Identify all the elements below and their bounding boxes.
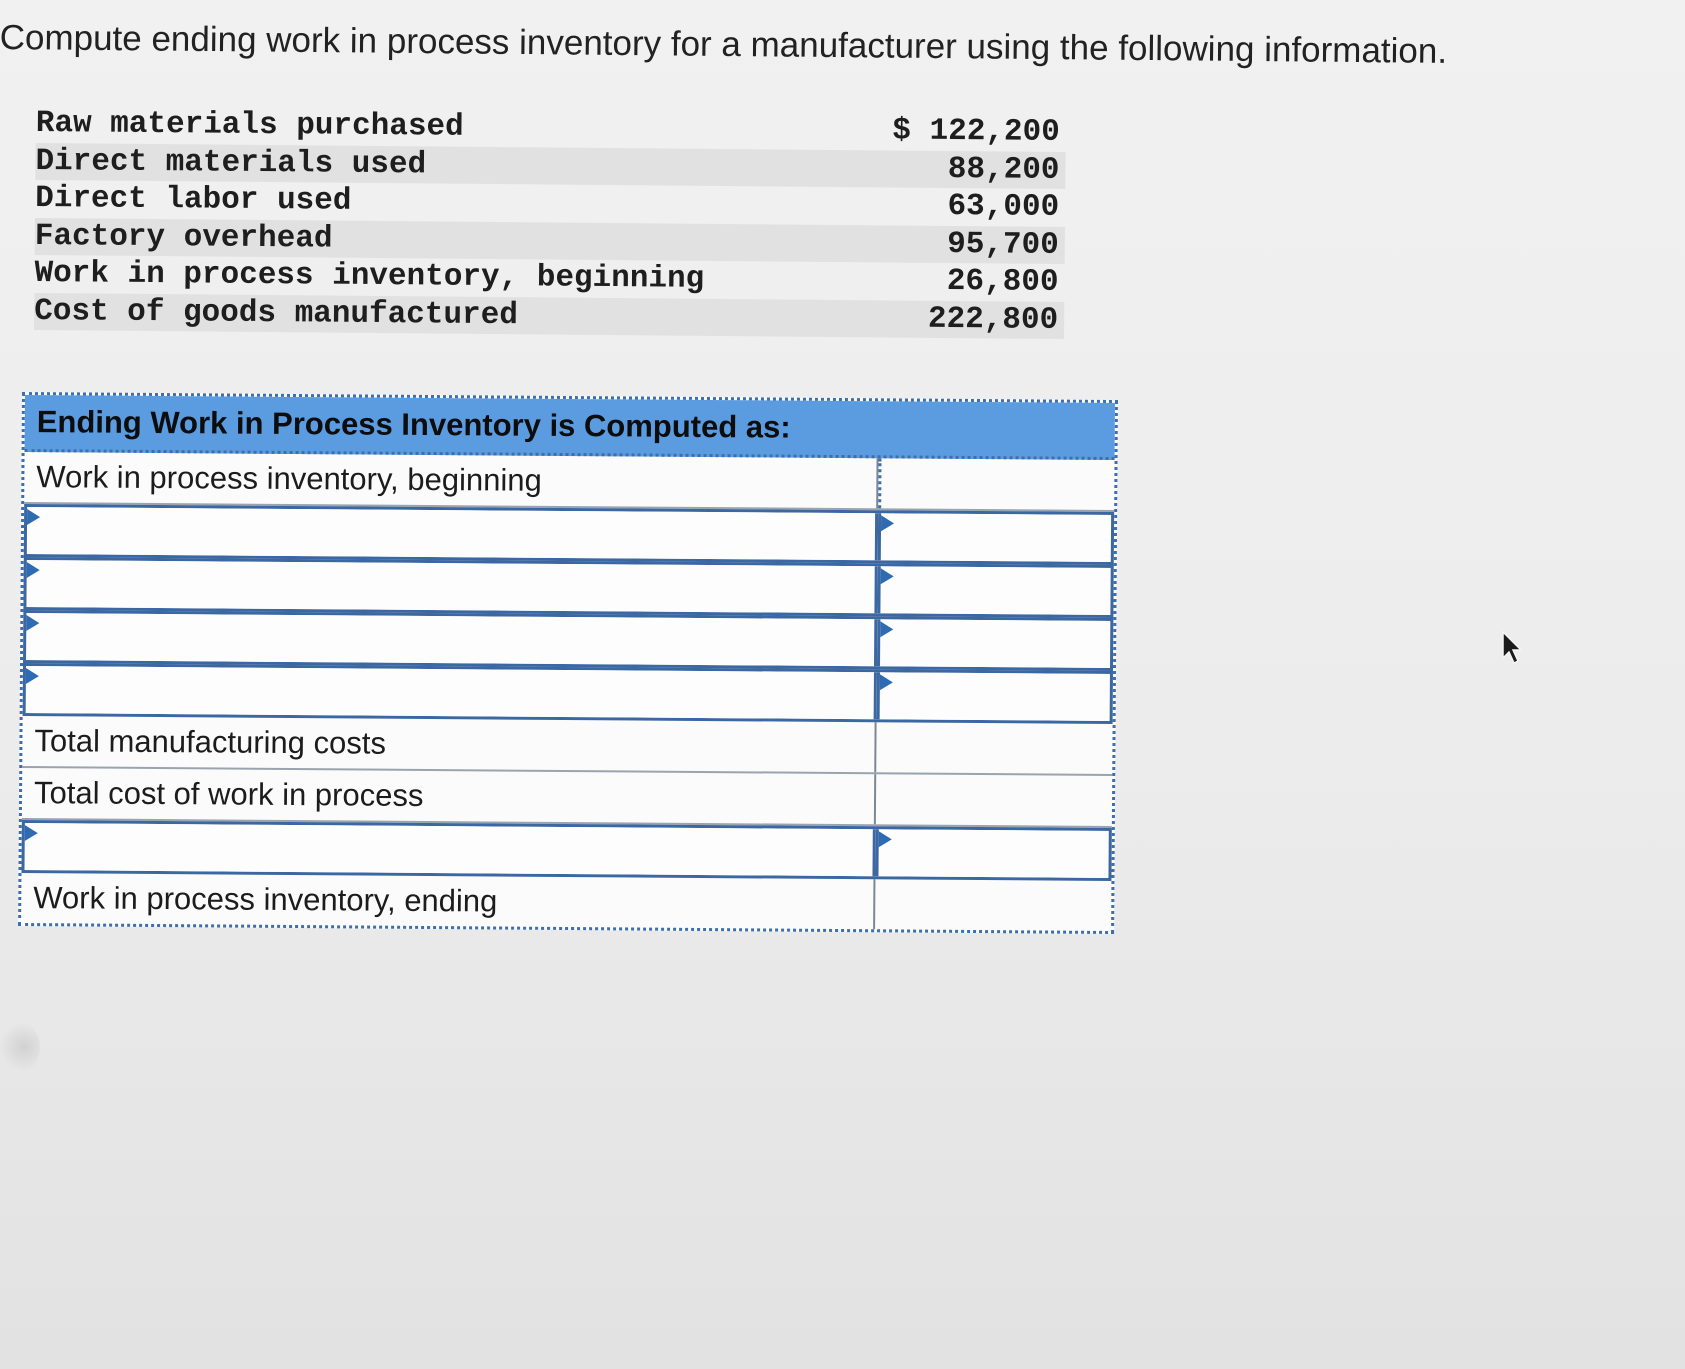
- triangle-right-icon: [26, 615, 39, 631]
- worksheet-row-beginning-wip: [24, 452, 1114, 512]
- worksheet-table: [18, 392, 1118, 934]
- given-value: 95,700: [947, 226, 1059, 263]
- given-value: 63,000: [947, 188, 1060, 225]
- worksheet-input-row: [24, 504, 1114, 565]
- triangle-right-icon: [27, 509, 40, 525]
- triangle-right-icon: [881, 515, 894, 531]
- given-label: Direct materials used: [35, 143, 427, 182]
- amount-input[interactable]: [877, 672, 1113, 721]
- amount-input[interactable]: [877, 619, 1113, 668]
- account-dropdown[interactable]: [21, 823, 875, 876]
- given-label: Cost of goods manufactured: [34, 293, 519, 333]
- row-label: Work in process inventory, beginning: [24, 452, 878, 508]
- given-row: [34, 292, 1064, 338]
- given-label: Raw materials purchased: [35, 105, 464, 145]
- worksheet-input-row: [23, 663, 1113, 724]
- given-label: Factory overhead: [34, 218, 333, 257]
- worksheet-row-total-manufacturing: [22, 716, 1112, 776]
- worksheet-header: Ending Work in Process Inventory is Computed as:: [25, 395, 1115, 460]
- mouse-pointer-icon: [1497, 628, 1527, 668]
- triangle-right-icon: [26, 668, 39, 684]
- triangle-right-icon: [879, 831, 892, 847]
- worksheet-input-row: [21, 820, 1111, 881]
- given-value: 88,200: [947, 151, 1060, 188]
- account-dropdown[interactable]: [23, 560, 877, 613]
- worksheet-row-ending-wip: [21, 873, 1111, 931]
- question-text: Compute ending work in process inventory for a manufacturer using the following information.: [0, 17, 1448, 71]
- amount-input[interactable]: [875, 829, 1111, 878]
- given-label: Work in process inventory, beginning: [34, 255, 705, 297]
- amount-input[interactable]: [878, 513, 1114, 562]
- account-dropdown[interactable]: [24, 507, 878, 560]
- given-data-table: [34, 105, 1066, 339]
- screen-smudge: [0, 1022, 40, 1072]
- account-dropdown[interactable]: [23, 613, 877, 666]
- triangle-right-icon: [881, 568, 894, 584]
- row-label: Work in process inventory, ending: [21, 873, 875, 929]
- row-label: Total cost of work in process: [22, 768, 876, 824]
- amount-input[interactable]: [878, 458, 1114, 510]
- amount-input[interactable]: [876, 722, 1112, 774]
- triangle-right-icon: [880, 674, 893, 690]
- given-value: 222,800: [927, 301, 1059, 338]
- account-dropdown[interactable]: [23, 666, 877, 719]
- amount-input[interactable]: [876, 774, 1112, 826]
- given-value: 26,800: [946, 263, 1059, 300]
- given-label: Direct labor used: [35, 180, 352, 219]
- given-value: $ 122,200: [892, 113, 1060, 150]
- amount-input[interactable]: [875, 879, 1111, 931]
- amount-input[interactable]: [877, 566, 1113, 615]
- worksheet-input-row: [23, 610, 1113, 671]
- worksheet-input-row: [23, 557, 1113, 618]
- triangle-right-icon: [27, 562, 40, 578]
- triangle-right-icon: [25, 825, 38, 841]
- triangle-right-icon: [880, 621, 893, 637]
- worksheet-row-total-wip: [22, 768, 1112, 828]
- row-label: Total manufacturing costs: [22, 716, 876, 772]
